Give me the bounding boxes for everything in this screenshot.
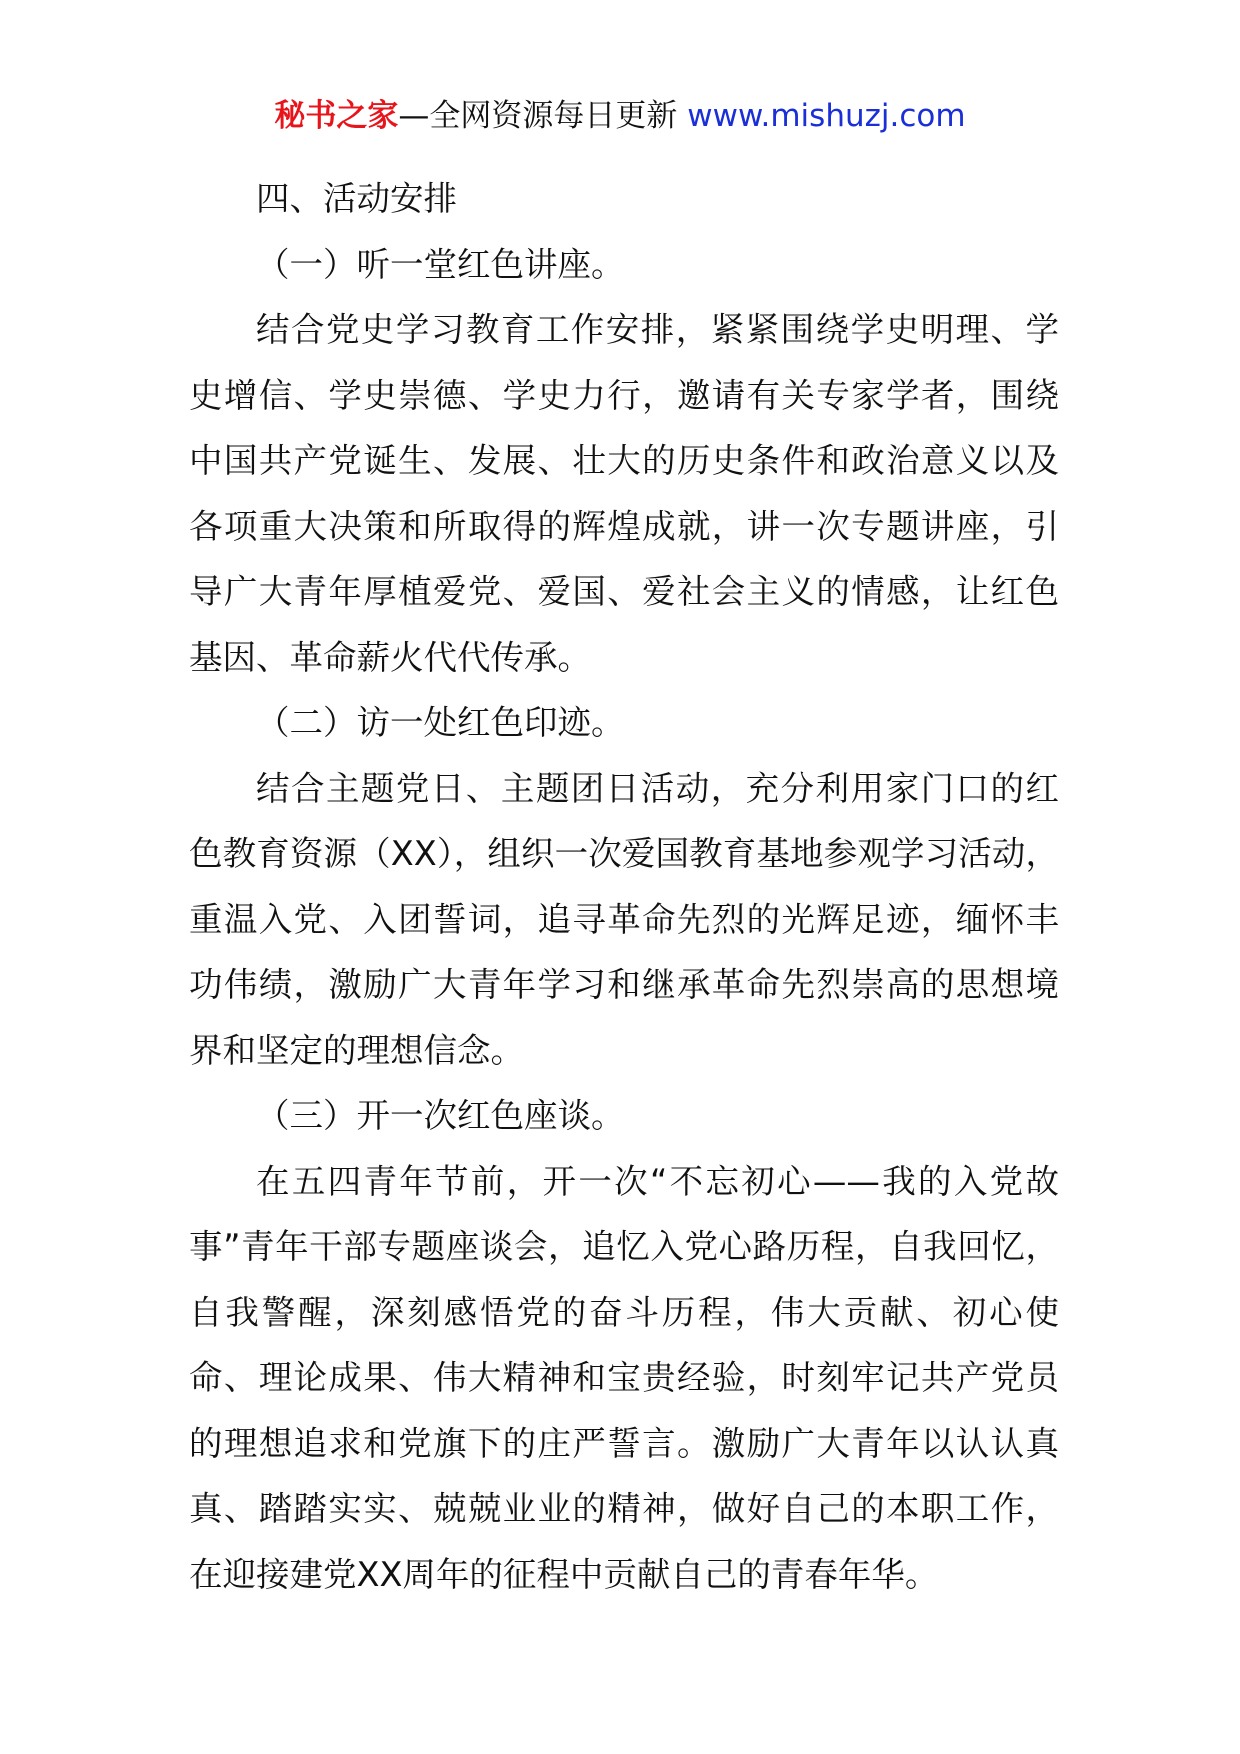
document-body [189, 166, 1059, 1607]
section-title: 四、活动安排 [256, 179, 457, 218]
item-heading-3: （三）开一次红色座谈。 [256, 1096, 625, 1135]
item-heading-2: （二）访一处红色印迹。 [256, 703, 625, 742]
watermark-header [0, 96, 1240, 136]
item-heading-1: （一）听一堂红色讲座。 [256, 244, 625, 284]
site-tagline: —全网资源每日更新 [398, 98, 688, 134]
item-body-3: 在五四青年节前，开一次“不忘初心——我的入党故事”青年干部专题座谈会，追忆入党心路历程，自我回忆，自我警醒，深刻感悟党的奋斗历程，伟大贡献、初心使命、理论成果、伟大精神和宝贵经验，时刻牢记共产党员的理想追求和党旗下的庄严誓言。激励广大青年以认认真真、踏踏实实、兢兢业业的精神，做好自己的本职工作，在迎接建党XX周年的征程中贡献自己的青春年华。 [189, 1161, 1059, 1594]
site-brand: 秘书之家 [274, 98, 399, 134]
item-body-2: 结合主题党日、主题团日活动，充分利用家门口的红色教育资源（XX），组织一次爱国教育基地参观学习活动，重温入党、入团誓词，追寻革命先烈的光辉足迹，缅怀丰功伟绩，激励广大青年学习和继承革命先烈崇高的思想境界和坚定的理想信念。 [189, 768, 1059, 1070]
item-body-1: 结合党史学习教育工作安排，紧紧围绕学史明理、学史增信、学史崇德、学史力行，邀请有关专家学者，围绕中国共产党诞生、发展、壮大的历史条件和政治意义以及各项重大决策和所取得的辉煌成就，讲一次专题讲座，引导广大青年厚植爱党、爱国、爱社会主义的情感，让红色基因、革命薪火代代传承。 [189, 310, 1059, 677]
site-url[interactable]: www.mishuzj.com [687, 98, 966, 134]
